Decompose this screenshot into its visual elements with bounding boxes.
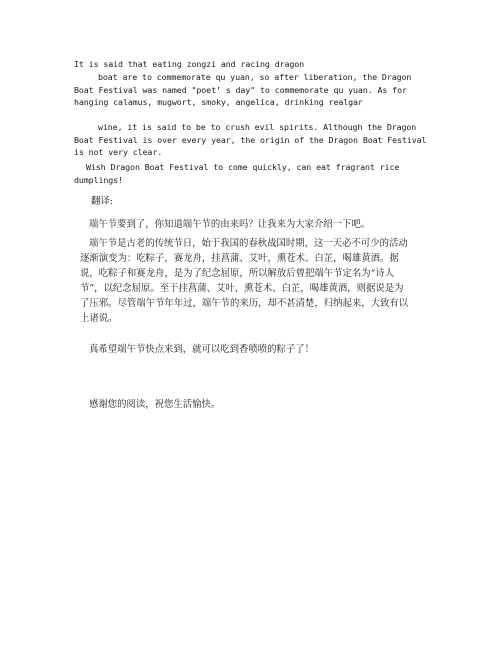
chinese-paragraph-3: 真希望端午节快点来到，就可以吃到香喷喷的粽子了！ — [89, 344, 315, 355]
chinese-paragraph-1: 端午节要到了，你知道端午节的由来吗？让我来为大家介绍一下吧。 — [89, 219, 371, 230]
closing-line: 感谢您的阅读，祝您生活愉快。 — [89, 399, 221, 410]
chinese-paragraph-2: 端午节是古老的传统节日，始于我国的春秋战国时期，这一天必不可少的活动逐渐演变为：吃粽子，赛龙舟，挂菖蒲、艾叶，熏苍术、白芷，喝雄黄酒。据说，吃粽子和赛龙舟，是为了纪念屈原，所以解放后曾把端午节定名为“诗人节”，以纪念屈原。至于挂菖蒲、艾叶，熏苍术、白芷，喝雄黄酒，则据说是为了压邪。尽管端午节年年过，端午节的来历，却不甚清楚，归纳起来，大致有以上诸说。 — [80, 238, 409, 324]
english-paragraph-1: boat are to commemorate qu yuan, so after liberation, the Dragon Boat Festival was named "poet’ s day" to commemorate qu yuan. As for hanging calamus, mugwort, smoky, angelica, drinking realgar — [74, 72, 417, 108]
translation-label: 翻译: — [91, 196, 113, 207]
english-paragraph-2: wine, it is said to be to crush evil spirits. Although the Dragon Boat Festival is over every year, the origin of the Dragon Boat Festival is not very clear. — [74, 122, 432, 158]
english-paragraph-3: Wish Dragon Boat Festival to come quickly, can eat fragrant rice dumplings! — [74, 162, 405, 185]
english-paragraph-1-line-1: It is said that eating zongzi and racing dragon — [74, 59, 305, 69]
